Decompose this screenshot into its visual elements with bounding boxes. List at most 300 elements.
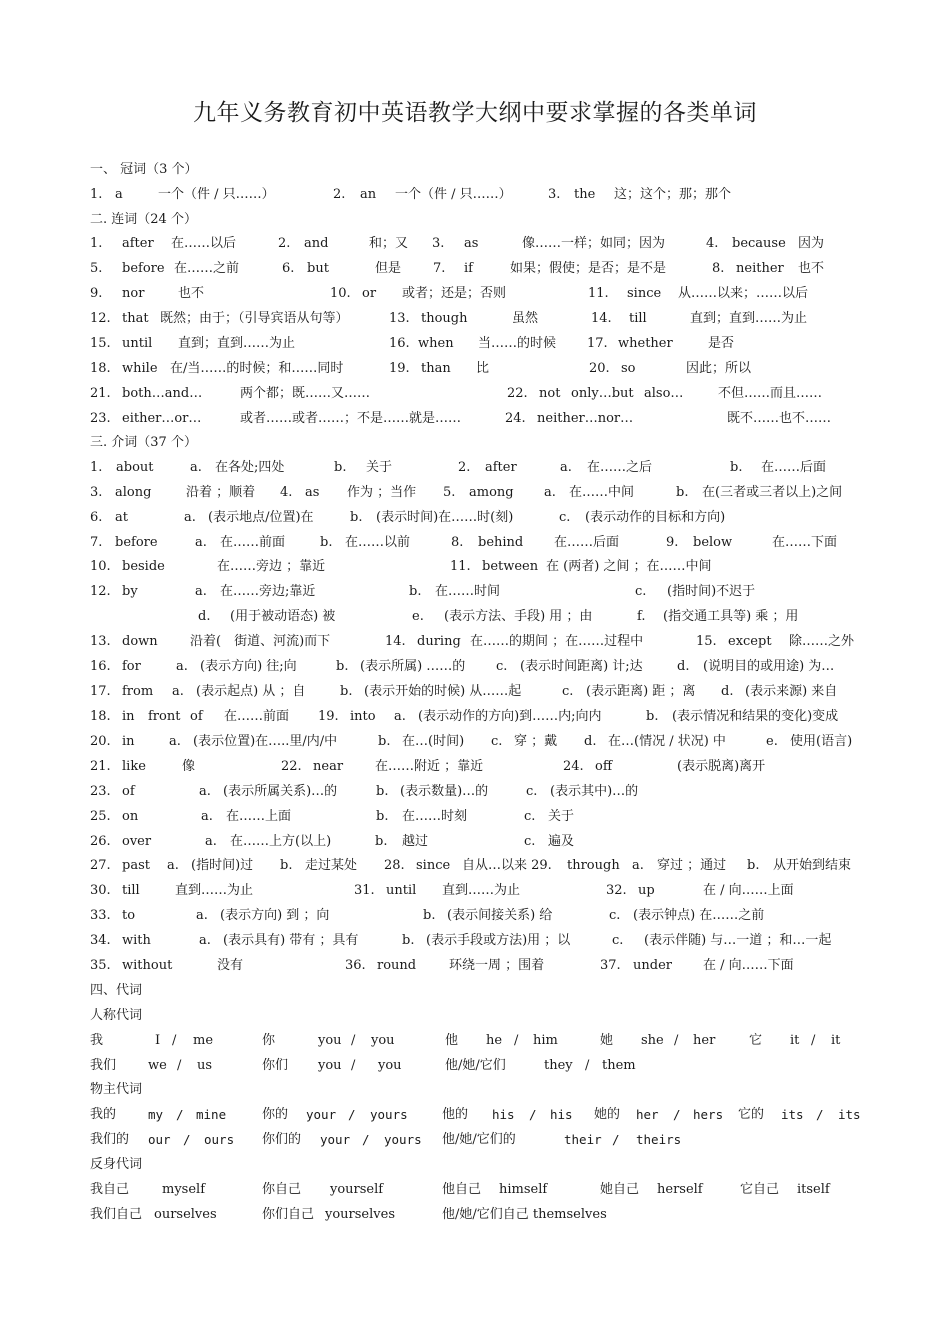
- text-cell: (指时间)不迟于: [667, 584, 756, 599]
- text-cell: in: [122, 709, 135, 724]
- text-cell: 穿 ；戴: [514, 734, 558, 749]
- text-cell: 在 / 向……上面: [703, 883, 794, 898]
- text-cell: 在……以后: [171, 236, 237, 251]
- text-cell: 因为: [798, 236, 825, 251]
- text-cell: 在……前面: [224, 709, 290, 724]
- text-cell: 6.: [90, 510, 103, 525]
- text-cell: or: [362, 286, 377, 301]
- text-cell: 反身代词: [90, 1157, 143, 1172]
- text-cell: a.: [195, 535, 207, 550]
- text-cell: you: [378, 1058, 402, 1073]
- text-cell: itself: [797, 1182, 830, 1197]
- text-cell: 37.: [600, 958, 621, 973]
- text-cell: he: [486, 1033, 503, 1048]
- text-cell: (表示其中)…的: [550, 784, 639, 799]
- text-cell: 除……之外: [789, 634, 855, 649]
- text-cell: you: [318, 1058, 342, 1073]
- text-cell: 25.: [90, 809, 111, 824]
- text-cell: round: [377, 958, 417, 973]
- text-cell: 27.: [90, 858, 111, 873]
- text-cell: himself: [499, 1182, 548, 1197]
- text-cell: yours: [370, 1107, 408, 1122]
- text-cell: her: [693, 1033, 716, 1048]
- text-cell: 在…(情况 / 状况) 中: [608, 734, 726, 749]
- text-cell: b.: [320, 535, 333, 550]
- text-cell: 在……之前: [174, 261, 240, 276]
- text-cell: (表示所属关系)…的: [223, 784, 338, 799]
- text-cell: (表示脱离)离开: [677, 759, 766, 774]
- text-cell: 环绕一周 ；围着: [449, 958, 545, 973]
- text-cell: c.: [524, 834, 536, 849]
- text-cell: 人称代词: [90, 1008, 143, 1023]
- text-cell: 他/她/它们自己 themselves: [442, 1207, 607, 1222]
- text-cell: her: [636, 1107, 659, 1122]
- text-cell: b.: [336, 659, 349, 674]
- text-cell: a.: [560, 460, 572, 475]
- text-cell: (表示方向) 往;向: [200, 659, 297, 674]
- text-cell: than: [421, 361, 451, 376]
- text-cell: 10.: [330, 286, 351, 301]
- text-cell: 19.: [389, 361, 410, 376]
- text-cell: 我自己: [90, 1182, 130, 1197]
- text-cell: him: [533, 1033, 558, 1048]
- text-cell: (表示动作的方向)到……内;向内: [418, 709, 602, 724]
- text-cell: 你们的: [262, 1132, 302, 1147]
- text-cell: 像……一样；如同；因为: [522, 236, 666, 251]
- text-cell: 一、 冠词（3 个）: [90, 162, 198, 177]
- text-cell: 在 (两者) 之间 ；在……中间: [546, 559, 712, 574]
- text-cell: 当……的时候: [478, 336, 557, 351]
- text-cell: b.: [402, 933, 415, 948]
- text-cell: 9.: [666, 535, 679, 550]
- text-cell: 我的: [90, 1107, 117, 1122]
- text-cell: (表示时间)在……时(刻): [376, 510, 514, 525]
- text-cell: neither…nor…: [537, 411, 634, 426]
- text-cell: among: [469, 485, 514, 500]
- text-cell: 11.: [450, 559, 471, 574]
- text-cell: if: [464, 261, 473, 276]
- text-cell: front: [148, 709, 181, 724]
- text-cell: c.: [612, 933, 624, 948]
- text-cell: 15.: [90, 336, 111, 351]
- text-cell: 31.: [354, 883, 375, 898]
- text-cell: up: [638, 883, 655, 898]
- text-cell: (表示情况和结果的变化)变成: [672, 709, 839, 724]
- text-cell: at: [115, 510, 128, 525]
- text-cell: we: [148, 1058, 167, 1073]
- text-cell: 33.: [90, 908, 111, 923]
- text-cell: (表示方向) 到 ；向: [220, 908, 330, 923]
- text-cell: herself: [657, 1182, 703, 1197]
- text-cell: 2.: [278, 236, 291, 251]
- text-cell: they: [544, 1058, 573, 1073]
- text-cell: 28.: [384, 858, 405, 873]
- text-cell: /: [585, 1058, 590, 1073]
- text-cell: 你们: [262, 1058, 289, 1073]
- text-cell: 18.: [90, 361, 111, 376]
- text-cell: /: [172, 1033, 177, 1048]
- text-cell: 34.: [90, 933, 111, 948]
- text-cell: while: [122, 361, 158, 376]
- text-cell: 直到；直到……为止: [690, 311, 808, 326]
- text-cell: before: [122, 261, 165, 276]
- text-cell: past: [122, 858, 150, 873]
- text-cell: its: [781, 1107, 804, 1122]
- text-cell: after: [122, 236, 154, 251]
- text-cell: into: [350, 709, 376, 724]
- text-cell: (表示来源) 来自: [745, 684, 838, 699]
- text-cell: but: [307, 261, 329, 276]
- text-cell: b.: [376, 784, 389, 799]
- text-cell: (指交通工具等) 乘 ；用: [663, 609, 799, 624]
- text-cell: a: [115, 187, 123, 202]
- text-cell: since: [627, 286, 662, 301]
- text-cell: when: [418, 336, 454, 351]
- text-cell: d.: [198, 609, 211, 624]
- text-cell: a.: [167, 858, 179, 873]
- text-cell: 在……后面: [761, 460, 827, 475]
- text-cell: 6.: [282, 261, 295, 276]
- text-cell: 12.: [90, 311, 111, 326]
- text-cell: a.: [184, 510, 196, 525]
- text-cell: c.: [524, 809, 536, 824]
- text-cell: (表示位置)在…..里/内/中: [193, 734, 338, 749]
- text-cell: d.: [721, 684, 734, 699]
- text-cell: 走过某处: [305, 858, 358, 873]
- text-cell: e.: [412, 609, 424, 624]
- text-cell: (用于被动语态) 被: [230, 609, 336, 624]
- text-cell: 22.: [507, 386, 528, 401]
- text-cell: 它自己: [740, 1182, 780, 1197]
- text-cell: 你自己: [262, 1182, 302, 1197]
- text-cell: 不但……而且……: [718, 386, 823, 401]
- text-cell: 一个（件 / 只……）: [158, 187, 275, 202]
- text-cell: 直到；直到……为止: [178, 336, 296, 351]
- text-cell: between: [482, 559, 539, 574]
- text-cell: 13.: [389, 311, 410, 326]
- text-cell: 他: [445, 1033, 459, 1048]
- text-cell: so: [621, 361, 636, 376]
- text-cell: 使用(语言): [790, 734, 853, 749]
- text-cell: a.: [199, 933, 211, 948]
- text-cell: /: [673, 1107, 681, 1122]
- text-cell: 越过: [402, 834, 429, 849]
- text-cell: /: [362, 1132, 370, 1147]
- text-cell: 我们: [90, 1058, 117, 1073]
- text-cell: your: [306, 1107, 337, 1122]
- text-cell: ours: [204, 1132, 235, 1147]
- text-cell: 12.: [90, 584, 111, 599]
- text-cell: (表示数量)…的: [400, 784, 489, 799]
- text-cell: only…but: [571, 386, 634, 401]
- text-cell: a.: [394, 709, 406, 724]
- text-cell: b.: [375, 834, 388, 849]
- text-cell: 在……上方(以上): [230, 834, 332, 849]
- text-cell: either…or…: [122, 411, 202, 426]
- text-cell: by: [122, 584, 138, 599]
- text-cell: a.: [632, 858, 644, 873]
- text-cell: (表示具有) 带有 ；具有: [223, 933, 359, 948]
- text-cell: 在/当……的时候；和……同时: [170, 361, 344, 376]
- text-cell: 比: [476, 361, 490, 376]
- text-cell: 是否: [708, 336, 735, 351]
- text-cell: b.: [730, 460, 743, 475]
- text-cell: f.: [637, 609, 646, 624]
- text-cell: 或者；还是；否则: [402, 286, 507, 301]
- text-cell: because: [732, 236, 786, 251]
- text-cell: a.: [201, 809, 213, 824]
- text-cell: 既然；由于；（引导宾语从句等）: [160, 311, 349, 326]
- text-cell: 17.: [90, 684, 111, 699]
- text-cell: 21.: [90, 759, 111, 774]
- text-cell: 14.: [385, 634, 406, 649]
- text-cell: 也不: [178, 286, 205, 301]
- text-cell: 也不: [798, 261, 825, 276]
- text-cell: 沿着 ；顺着: [186, 485, 256, 500]
- text-cell: 它: [749, 1033, 763, 1048]
- text-cell: 遍及: [548, 834, 575, 849]
- text-cell: b.: [378, 734, 391, 749]
- text-cell: /: [177, 1058, 182, 1073]
- text-cell: b.: [280, 858, 293, 873]
- text-cell: /: [183, 1132, 191, 1147]
- text-cell: 8.: [712, 261, 725, 276]
- text-cell: 你的: [262, 1107, 289, 1122]
- text-cell: though: [421, 311, 468, 326]
- text-cell: under: [633, 958, 672, 973]
- text-cell: 30.: [90, 883, 111, 898]
- text-cell: 四、代词: [90, 983, 143, 998]
- text-cell: for: [122, 659, 141, 674]
- text-cell: as: [464, 236, 479, 251]
- text-cell: /: [529, 1107, 537, 1122]
- document-title: 九年义务教育初中英语教学大纲中要求掌握的各类单词: [193, 100, 757, 126]
- text-cell: down: [122, 634, 158, 649]
- text-cell: hers: [693, 1107, 724, 1122]
- text-cell: 在……前面: [220, 535, 286, 550]
- text-cell: 自从…以来 29.: [462, 858, 552, 873]
- text-cell: a.: [169, 734, 181, 749]
- text-cell: 1.: [90, 460, 103, 475]
- text-cell: 在……以前: [345, 535, 411, 550]
- text-cell: /: [176, 1107, 184, 1122]
- text-cell: 17.: [587, 336, 608, 351]
- text-cell: 在……上面: [226, 809, 292, 824]
- text-cell: a.: [544, 485, 556, 500]
- text-cell: 我们自己: [90, 1207, 143, 1222]
- text-cell: 二. 连词（24 个）: [90, 212, 197, 227]
- text-cell: 8.: [451, 535, 464, 550]
- text-cell: 13.: [90, 634, 111, 649]
- text-cell: 像: [182, 759, 196, 774]
- text-cell: /: [514, 1033, 519, 1048]
- text-cell: of: [122, 784, 135, 799]
- text-cell: below: [693, 535, 733, 550]
- text-cell: 如果；假使；是否；是不是: [510, 261, 667, 276]
- text-cell: 2.: [333, 187, 346, 202]
- text-cell: b.: [747, 858, 760, 873]
- text-cell: 在各处;四处: [215, 460, 285, 475]
- text-cell: the: [574, 187, 596, 202]
- text-cell: a.: [205, 834, 217, 849]
- text-cell: since: [416, 858, 451, 873]
- text-cell: 从开始到结束: [773, 858, 852, 873]
- text-cell: b.: [676, 485, 689, 500]
- text-cell: 你们自己: [262, 1207, 315, 1222]
- text-cell: 她自己: [600, 1182, 640, 1197]
- text-cell: 在……之后: [587, 460, 653, 475]
- text-cell: 物主代词: [90, 1082, 143, 1097]
- text-cell: from: [122, 684, 154, 699]
- text-cell: till: [122, 883, 140, 898]
- text-cell: on: [122, 809, 139, 824]
- text-cell: I: [155, 1033, 161, 1048]
- text-cell: us: [197, 1058, 213, 1073]
- text-cell: 7.: [90, 535, 103, 550]
- text-cell: 32.: [606, 883, 627, 898]
- text-cell: 10.: [90, 559, 111, 574]
- text-cell: 穿过 ；通过: [657, 858, 727, 873]
- text-cell: 在……时刻: [402, 809, 468, 824]
- text-cell: 3.: [548, 187, 561, 202]
- text-cell: after: [485, 460, 517, 475]
- text-cell: b.: [423, 908, 436, 923]
- text-cell: until: [122, 336, 153, 351]
- text-cell: 7.: [433, 261, 446, 276]
- text-cell: mine: [196, 1107, 227, 1122]
- text-cell: d.: [584, 734, 597, 749]
- text-cell: off: [595, 759, 613, 774]
- text-cell: a.: [195, 584, 207, 599]
- text-cell: e.: [766, 734, 778, 749]
- text-cell: you: [371, 1033, 395, 1048]
- text-cell: yourselves: [325, 1207, 395, 1222]
- text-cell: till: [629, 311, 647, 326]
- text-cell: 4.: [280, 485, 293, 500]
- text-cell: /: [351, 1033, 356, 1048]
- text-cell: 在 / 向……下面: [703, 958, 794, 973]
- text-cell: /: [348, 1107, 356, 1122]
- text-cell: b.: [409, 584, 422, 599]
- text-cell: (表示钟点) 在……之前: [633, 908, 765, 923]
- text-cell: (表示距离) 距 ；离: [586, 684, 696, 699]
- text-cell: a.: [172, 684, 184, 699]
- text-cell: (表示方法、手段) 用 ；由: [444, 609, 593, 624]
- text-cell: 在……后面: [554, 535, 620, 550]
- text-cell: 在……下面: [772, 535, 838, 550]
- text-cell: our: [148, 1132, 171, 1147]
- text-cell: through: [567, 858, 620, 873]
- text-cell: whether: [618, 336, 673, 351]
- text-cell: (表示伴随) 与…一道 ；和…一起: [644, 933, 832, 948]
- text-cell: a.: [176, 659, 188, 674]
- text-cell: 11.: [588, 286, 609, 301]
- text-cell: it: [790, 1033, 800, 1048]
- text-cell: 两个都；既……又……: [240, 386, 371, 401]
- text-cell: 14.: [591, 311, 612, 326]
- text-cell: it: [831, 1033, 841, 1048]
- text-cell: yourself: [330, 1182, 384, 1197]
- text-cell: 23.: [90, 411, 111, 426]
- text-cell: d.: [677, 659, 690, 674]
- text-cell: 2.: [458, 460, 471, 475]
- text-cell: a.: [196, 908, 208, 923]
- text-cell: 在……时间: [435, 584, 501, 599]
- text-cell: 22.: [281, 759, 302, 774]
- text-cell: 21.: [90, 386, 111, 401]
- text-cell: not: [539, 386, 561, 401]
- text-cell: 36.: [345, 958, 366, 973]
- text-cell: theirs: [636, 1132, 682, 1147]
- text-cell: 16.: [389, 336, 410, 351]
- text-cell: until: [386, 883, 417, 898]
- text-cell: my: [148, 1107, 164, 1122]
- text-cell: 在……中间: [569, 485, 635, 500]
- text-cell: (表示手段或方法)用 ；以: [426, 933, 571, 948]
- text-cell: (表示所属) ……的: [360, 659, 466, 674]
- text-cell: 直到……为止: [175, 883, 254, 898]
- text-cell: and: [304, 236, 329, 251]
- text-cell: (说明目的或用途) 为…: [703, 659, 835, 674]
- text-cell: 9.: [90, 286, 103, 301]
- text-cell: 19.: [318, 709, 339, 724]
- text-cell: 16.: [90, 659, 111, 674]
- text-cell: c.: [491, 734, 503, 749]
- text-cell: 4.: [706, 236, 719, 251]
- text-cell: myself: [162, 1182, 206, 1197]
- text-cell: 她的: [594, 1107, 621, 1122]
- text-cell: 20.: [90, 734, 111, 749]
- text-cell: as: [305, 485, 320, 500]
- text-cell: his: [550, 1107, 573, 1122]
- text-cell: 关于: [366, 460, 393, 475]
- text-cell: (表示间接关系) 给: [447, 908, 553, 923]
- text-cell: about: [116, 460, 154, 475]
- text-cell: 23.: [90, 784, 111, 799]
- text-cell: behind: [478, 535, 524, 550]
- text-cell: (表示动作的目标和方向): [585, 510, 726, 525]
- text-cell: ourselves: [154, 1207, 217, 1222]
- text-cell: 三. 介词（37 个）: [90, 435, 197, 450]
- text-cell: you: [318, 1033, 342, 1048]
- text-cell: 在……旁边;靠近: [220, 584, 316, 599]
- text-cell: 直到……为止: [442, 883, 521, 898]
- text-cell: over: [122, 834, 152, 849]
- text-cell: them: [602, 1058, 636, 1073]
- text-cell: /: [816, 1107, 824, 1122]
- text-cell: like: [122, 759, 146, 774]
- text-cell: /: [351, 1058, 356, 1073]
- text-cell: 3.: [90, 485, 103, 500]
- text-cell: his: [492, 1107, 515, 1122]
- text-cell: 和；又: [369, 236, 409, 251]
- text-cell: c.: [562, 684, 574, 699]
- text-cell: 在…(时间): [402, 734, 465, 749]
- text-cell: your: [320, 1132, 351, 1147]
- text-cell: 他自己: [442, 1182, 482, 1197]
- text-cell: 我: [90, 1033, 104, 1048]
- text-cell: 没有: [217, 958, 244, 973]
- text-cell: yours: [384, 1132, 422, 1147]
- text-cell: 既不……也不……: [727, 411, 832, 426]
- text-cell: 因此；所以: [686, 361, 752, 376]
- text-cell: 5.: [443, 485, 456, 500]
- text-cell: 她: [600, 1033, 614, 1048]
- text-cell: c.: [526, 784, 538, 799]
- text-cell: 在……的期间 ；在……过程中: [470, 634, 644, 649]
- text-cell: 你: [262, 1033, 276, 1048]
- text-cell: 或者……或者……；不是……就是……: [240, 411, 462, 426]
